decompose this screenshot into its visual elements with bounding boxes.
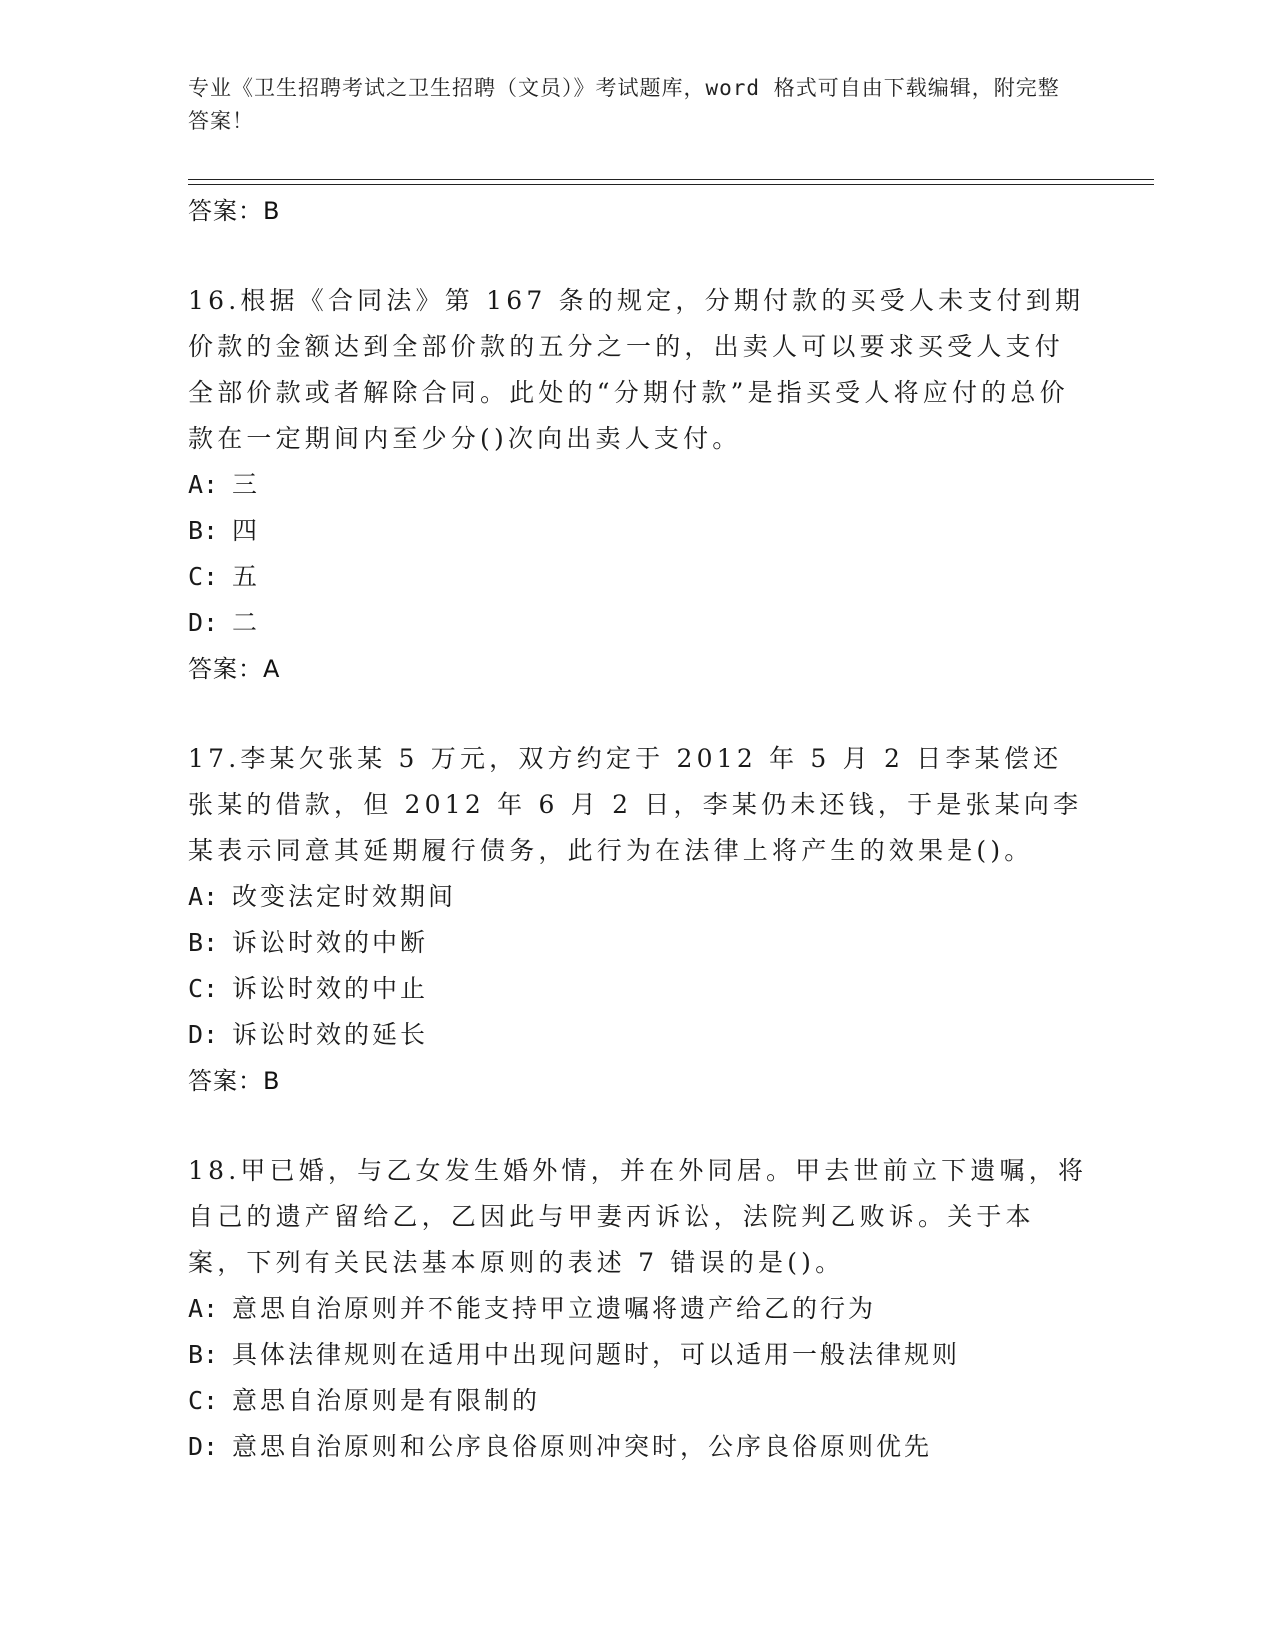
option-key: B: bbox=[188, 1340, 219, 1369]
option-text: 改变法定时效期间 bbox=[232, 882, 457, 911]
option-d bbox=[188, 1424, 1088, 1470]
option-text: 诉讼时效的中止 bbox=[232, 974, 429, 1003]
option-a bbox=[188, 462, 1088, 508]
option-key: C: bbox=[188, 1386, 219, 1415]
question-list bbox=[188, 188, 1088, 1470]
header-rule bbox=[188, 179, 1154, 180]
question-stem: 18.甲已婚，与乙女发生婚外情，并在外同居。甲去世前立下遗嘱，将自己的遗产留给乙，乙因此与甲妻丙诉讼，法院判乙败诉。关于本案，下列有关民法基本原则的表述 7 错误的是()。 bbox=[188, 1156, 1088, 1277]
option-d bbox=[188, 1012, 1088, 1058]
option-key: D: bbox=[188, 608, 219, 637]
question-stem: 17.李某欠张某 5 万元，双方约定于 2012 年 5 月 2 日李某偿还张某的借款，但 2012 年 6 月 2 日，李某仍未还钱，于是张某向李某表示同意其延期履行债务，此行为在法律上将产生的效果是()。 bbox=[188, 744, 1083, 865]
option-key: C: bbox=[188, 562, 219, 591]
option-text: 二 bbox=[232, 608, 261, 637]
option-key: B: bbox=[188, 516, 219, 545]
option-text: 五 bbox=[232, 562, 261, 591]
option-key: D: bbox=[188, 1020, 219, 1049]
header-rule-second bbox=[188, 184, 1154, 185]
option-key: D: bbox=[188, 1432, 219, 1461]
previous-answer: 答案：B bbox=[188, 197, 281, 225]
option-key: C: bbox=[188, 974, 219, 1003]
answer-line: 答案：B bbox=[188, 1067, 281, 1095]
question-18 bbox=[188, 1148, 1088, 1470]
option-text: 诉讼时效的延长 bbox=[232, 1020, 429, 1049]
header-note: 专业《卫生招聘考试之卫生招聘（文员）》考试题库，word 格式可自由下载编辑，附完整答案！ bbox=[188, 76, 1060, 133]
question-16 bbox=[188, 278, 1088, 692]
option-key: A: bbox=[188, 470, 219, 499]
option-text: 意思自治原则是有限制的 bbox=[232, 1386, 541, 1415]
option-text: 三 bbox=[232, 470, 261, 499]
option-c bbox=[188, 966, 1088, 1012]
option-a bbox=[188, 874, 1088, 920]
option-text: 具体法律规则在适用中出现问题时，可以适用一般法律规则 bbox=[232, 1340, 961, 1369]
option-key: A: bbox=[188, 1294, 219, 1323]
answer-line: 答案：A bbox=[188, 655, 281, 683]
option-c bbox=[188, 1378, 1088, 1424]
option-text: 四 bbox=[232, 516, 261, 545]
option-key: A: bbox=[188, 882, 219, 911]
question-stem: 16.根据《合同法》第 167 条的规定，分期付款的买受人未支付到期价款的金额达到全部价款的五分之一的，出卖人可以要求买受人支付全部价款或者解除合同。此处的“分期付款”是指买受人将应付的总价款在一定期间内至少分()次向出卖人支付。 bbox=[188, 286, 1085, 453]
question-17 bbox=[188, 736, 1088, 1104]
option-a bbox=[188, 1286, 1088, 1332]
option-d bbox=[188, 600, 1088, 646]
option-text: 诉讼时效的中断 bbox=[232, 928, 429, 957]
option-key: B: bbox=[188, 928, 219, 957]
option-c bbox=[188, 554, 1088, 600]
option-text: 意思自治原则和公序良俗原则冲突时，公序良俗原则优先 bbox=[232, 1432, 933, 1461]
option-text: 意思自治原则并不能支持甲立遗嘱将遗产给乙的行为 bbox=[232, 1294, 877, 1323]
option-b bbox=[188, 1332, 1088, 1378]
option-b bbox=[188, 508, 1088, 554]
option-b bbox=[188, 920, 1088, 966]
